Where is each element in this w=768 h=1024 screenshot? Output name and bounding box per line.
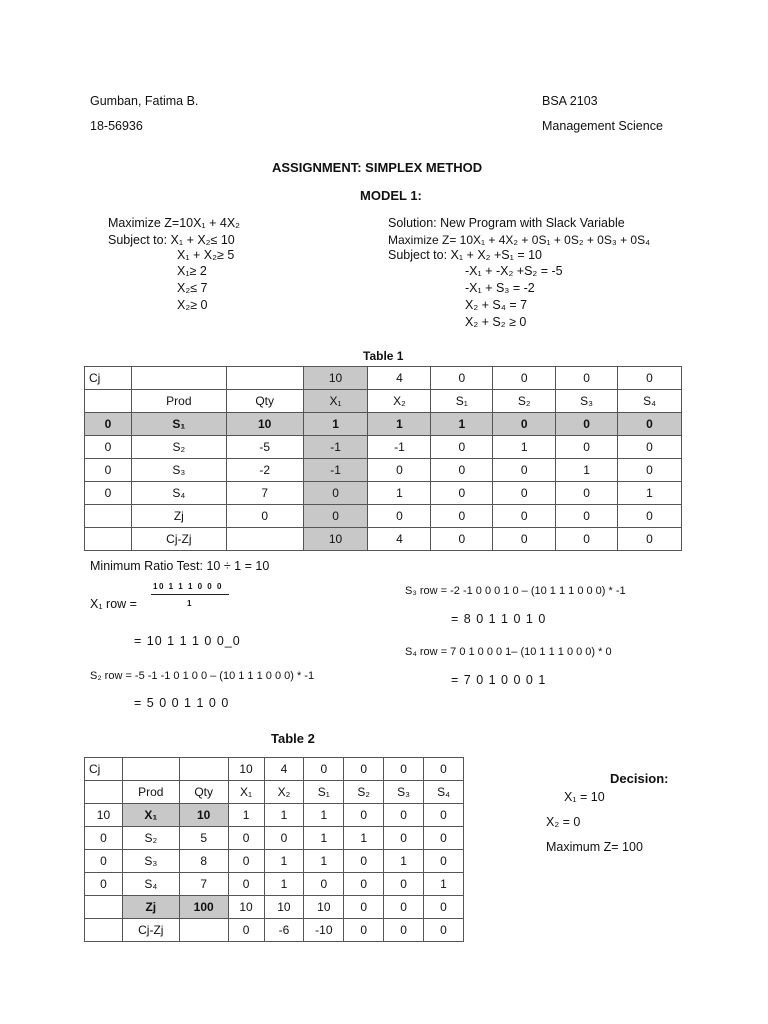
cell: 1 [368, 482, 431, 505]
cell: S₁ [431, 390, 493, 413]
cell: 10 [303, 528, 368, 551]
cell [179, 758, 228, 781]
cell: 4 [368, 367, 431, 390]
s4-result: = 7 0 1 0 0 0 1 [451, 673, 547, 687]
cell: 0 [431, 528, 493, 551]
s2-row: S₂ row = -5 -1 -1 0 1 0 0 – (10 1 1 1 0 0 0) * -1 [90, 670, 315, 682]
cell: 10 [226, 413, 303, 436]
constraint: X₂≥ 0 [177, 298, 208, 312]
cell: 0 [85, 827, 123, 850]
cell: 0 [431, 459, 493, 482]
cell: 10 [304, 896, 344, 919]
cell [131, 367, 226, 390]
cell: Prod [131, 390, 226, 413]
cell: X₁ [122, 804, 179, 827]
cell: 10 [264, 896, 304, 919]
cell: S₃ [131, 459, 226, 482]
table2 [84, 757, 464, 942]
cell: 0 [344, 758, 384, 781]
cell: 1 [264, 850, 304, 873]
cell: 0 [424, 758, 464, 781]
cell: 0 [493, 482, 556, 505]
cell: S₂ [131, 436, 226, 459]
cell [85, 390, 132, 413]
section: BSA 2103 [542, 94, 598, 108]
cell: 0 [85, 873, 123, 896]
cell: 0 [304, 758, 344, 781]
cell: X₂ [264, 781, 304, 804]
table-row [85, 505, 682, 528]
cell: 0 [344, 850, 384, 873]
cell: 4 [368, 528, 431, 551]
cell: 0 [493, 459, 556, 482]
cell: 0 [384, 919, 424, 942]
model-title: MODEL 1: [360, 188, 422, 203]
cell: 0 [424, 850, 464, 873]
cell: 0 [618, 528, 682, 551]
constraint: X₁≥ 2 [177, 264, 207, 278]
cell [179, 919, 228, 942]
cell: 7 [226, 482, 303, 505]
student-id: 18-56936 [90, 119, 143, 133]
table2-caption: Table 2 [271, 731, 315, 746]
cell: 0 [304, 873, 344, 896]
cell: 1 [424, 873, 464, 896]
cell: 1 [264, 873, 304, 896]
cell: 0 [368, 459, 431, 482]
cell: 1 [344, 827, 384, 850]
cell: Cj [85, 367, 132, 390]
cell: 0 [556, 413, 618, 436]
cell: 7 [179, 873, 228, 896]
ratio-test: Minimum Ratio Test: 10 ÷ 1 = 10 [90, 559, 270, 573]
cell: S₃ [384, 781, 424, 804]
slack-constraint: -X₁ + S₃ = -2 [465, 281, 535, 295]
cell: 100 [179, 896, 228, 919]
fraction-bar [151, 594, 229, 595]
table-row [85, 804, 464, 827]
objective: Maximize Z=10X₁ + 4X₂ [108, 216, 241, 230]
cell: -1 [368, 436, 431, 459]
cell: 0 [384, 758, 424, 781]
cell: 0 [556, 367, 618, 390]
cell: 0 [618, 413, 682, 436]
cell: S₃ [122, 850, 179, 873]
cell: 10 [228, 896, 264, 919]
cell: 0 [424, 896, 464, 919]
cell: 1 [304, 850, 344, 873]
cell: 0 [493, 413, 556, 436]
cell: S₃ [556, 390, 618, 413]
cell: 1 [304, 827, 344, 850]
cell: 0 [85, 850, 123, 873]
cell: -2 [226, 459, 303, 482]
cell: 1 [368, 413, 431, 436]
cell: 0 [384, 873, 424, 896]
cell: 10 [85, 804, 123, 827]
cell: 0 [431, 367, 493, 390]
cell: S₂ [344, 781, 384, 804]
cell: 0 [303, 505, 368, 528]
cell: 10 [179, 804, 228, 827]
cell: X₂ [368, 390, 431, 413]
cell: Prod [122, 781, 179, 804]
cell: Qty [226, 390, 303, 413]
cell: 0 [424, 919, 464, 942]
s4-row: S₄ row = 7 0 1 0 0 0 1– (10 1 1 1 0 0 0) * 0 [405, 646, 612, 658]
table-row [85, 827, 464, 850]
cell: S₄ [424, 781, 464, 804]
student-name: Gumban, Fatima B. [90, 94, 199, 108]
cell: 10 [228, 758, 264, 781]
table-row [85, 850, 464, 873]
cell: S₂ [122, 827, 179, 850]
cell: 0 [85, 436, 132, 459]
cell: 0 [85, 482, 132, 505]
cell: 0 [556, 528, 618, 551]
cell: 0 [424, 804, 464, 827]
cell: 1 [556, 459, 618, 482]
cell: Cj-Zj [122, 919, 179, 942]
table-row [85, 436, 682, 459]
x1-denominator: 1 [187, 599, 193, 608]
cell [85, 896, 123, 919]
cell: X₁ [303, 390, 368, 413]
cell: 0 [344, 804, 384, 827]
cell: 0 [226, 505, 303, 528]
x1-result: = 10 1 1 1 0 0_0 [134, 634, 241, 648]
pivot-cell: 1 [303, 413, 368, 436]
slack-constraint: Subject to: X₁ + X₂ +S₁ = 10 [388, 248, 543, 262]
cell: Zj [122, 896, 179, 919]
table-row [85, 919, 464, 942]
decision-x2: X₂ = 0 [546, 815, 581, 829]
assignment-title: ASSIGNMENT: SIMPLEX METHOD [272, 160, 483, 175]
cell [122, 758, 179, 781]
table-row [85, 367, 682, 390]
constraint: X₂≤ 7 [177, 281, 208, 295]
cell: 8 [179, 850, 228, 873]
cell: 0 [618, 459, 682, 482]
cell: S₄ [618, 390, 682, 413]
cell: 1 [384, 850, 424, 873]
cell: 0 [303, 482, 368, 505]
cell [226, 367, 303, 390]
table-row [85, 482, 682, 505]
cell: 0 [228, 919, 264, 942]
maximum-z: Maximum Z= 100 [546, 840, 643, 854]
cell: 0 [618, 505, 682, 528]
cell: 0 [493, 528, 556, 551]
cell [85, 528, 132, 551]
cell: 1 [431, 413, 493, 436]
cell: 4 [264, 758, 304, 781]
cell: S₄ [122, 873, 179, 896]
cell: 0 [228, 827, 264, 850]
cell: 0 [228, 850, 264, 873]
cell: 0 [493, 505, 556, 528]
cell: 5 [179, 827, 228, 850]
slack-constraint: -X₁ + -X₂ +S₂ = -5 [465, 264, 563, 278]
cell: -1 [303, 459, 368, 482]
table-row [85, 390, 682, 413]
cell: 0 [424, 827, 464, 850]
cell: 0 [228, 873, 264, 896]
x1-numerator: 10 1 1 1 0 0 0 [153, 582, 223, 591]
cell: Zj [131, 505, 226, 528]
cell: 0 [344, 873, 384, 896]
constraint: X₁ + X₂≥ 5 [177, 248, 235, 262]
table-row [85, 528, 682, 551]
s2-result: = 5 0 0 1 1 0 0 [134, 696, 230, 710]
constraint: Subject to: X₁ + X₂≤ 10 [108, 233, 235, 247]
slack-constraint: X₂ + S₂ ≥ 0 [465, 315, 527, 329]
cell [226, 528, 303, 551]
s3-result: = 8 0 1 1 0 1 0 [451, 612, 547, 626]
table1-caption: Table 1 [363, 349, 404, 363]
table-row [85, 459, 682, 482]
cell: 1 [264, 804, 304, 827]
cell: S₂ [493, 390, 556, 413]
slack-objective: Maximize Z= 10X₁ + 4X₂ + 0S₁ + 0S₂ + 0S₃ + 0S₄ [388, 233, 650, 247]
cell: 0 [618, 436, 682, 459]
cell: 1 [618, 482, 682, 505]
cell: 0 [618, 367, 682, 390]
cell: 0 [264, 827, 304, 850]
cell: 0 [344, 919, 384, 942]
cell: 0 [493, 367, 556, 390]
cell: -10 [304, 919, 344, 942]
x1-row-label: X₁ row = [90, 597, 137, 611]
cell: 10 [303, 367, 368, 390]
cell: 0 [368, 505, 431, 528]
table-row [85, 873, 464, 896]
s3-row: S₃ row = -2 -1 0 0 0 1 0 – (10 1 1 1 0 0 0) * -1 [405, 585, 626, 597]
cell: 0 [431, 482, 493, 505]
cell: 1 [493, 436, 556, 459]
cell: S₄ [131, 482, 226, 505]
cell: 0 [384, 804, 424, 827]
cell: 0 [431, 505, 493, 528]
solution-title: Solution: New Program with Slack Variable [388, 216, 625, 230]
cell: S₁ [304, 781, 344, 804]
course: Management Science [542, 119, 663, 133]
cell: Cj-Zj [131, 528, 226, 551]
cell [85, 919, 123, 942]
table-row [85, 781, 464, 804]
cell: -5 [226, 436, 303, 459]
cell: 0 [556, 436, 618, 459]
cell: 0 [344, 896, 384, 919]
table-row [85, 758, 464, 781]
cell: 0 [556, 505, 618, 528]
cell: Qty [179, 781, 228, 804]
table1 [84, 366, 682, 551]
cell: 0 [431, 436, 493, 459]
decision-title: Decision: [610, 771, 669, 786]
cell: 0 [384, 827, 424, 850]
cell: -1 [303, 436, 368, 459]
cell: 1 [304, 804, 344, 827]
slack-constraint: X₂ + S₄ = 7 [465, 298, 528, 312]
cell: 0 [384, 896, 424, 919]
cell: 0 [85, 413, 132, 436]
decision-x1: X₁ = 10 [564, 790, 605, 804]
cell: 0 [85, 459, 132, 482]
cell: 1 [228, 804, 264, 827]
cell: S₁ [131, 413, 226, 436]
cell: Cj [85, 758, 123, 781]
table-row [85, 896, 464, 919]
cell [85, 781, 123, 804]
cell [85, 505, 132, 528]
cell: X₁ [228, 781, 264, 804]
cell: -6 [264, 919, 304, 942]
cell: 0 [556, 482, 618, 505]
pivot-row [85, 413, 682, 436]
